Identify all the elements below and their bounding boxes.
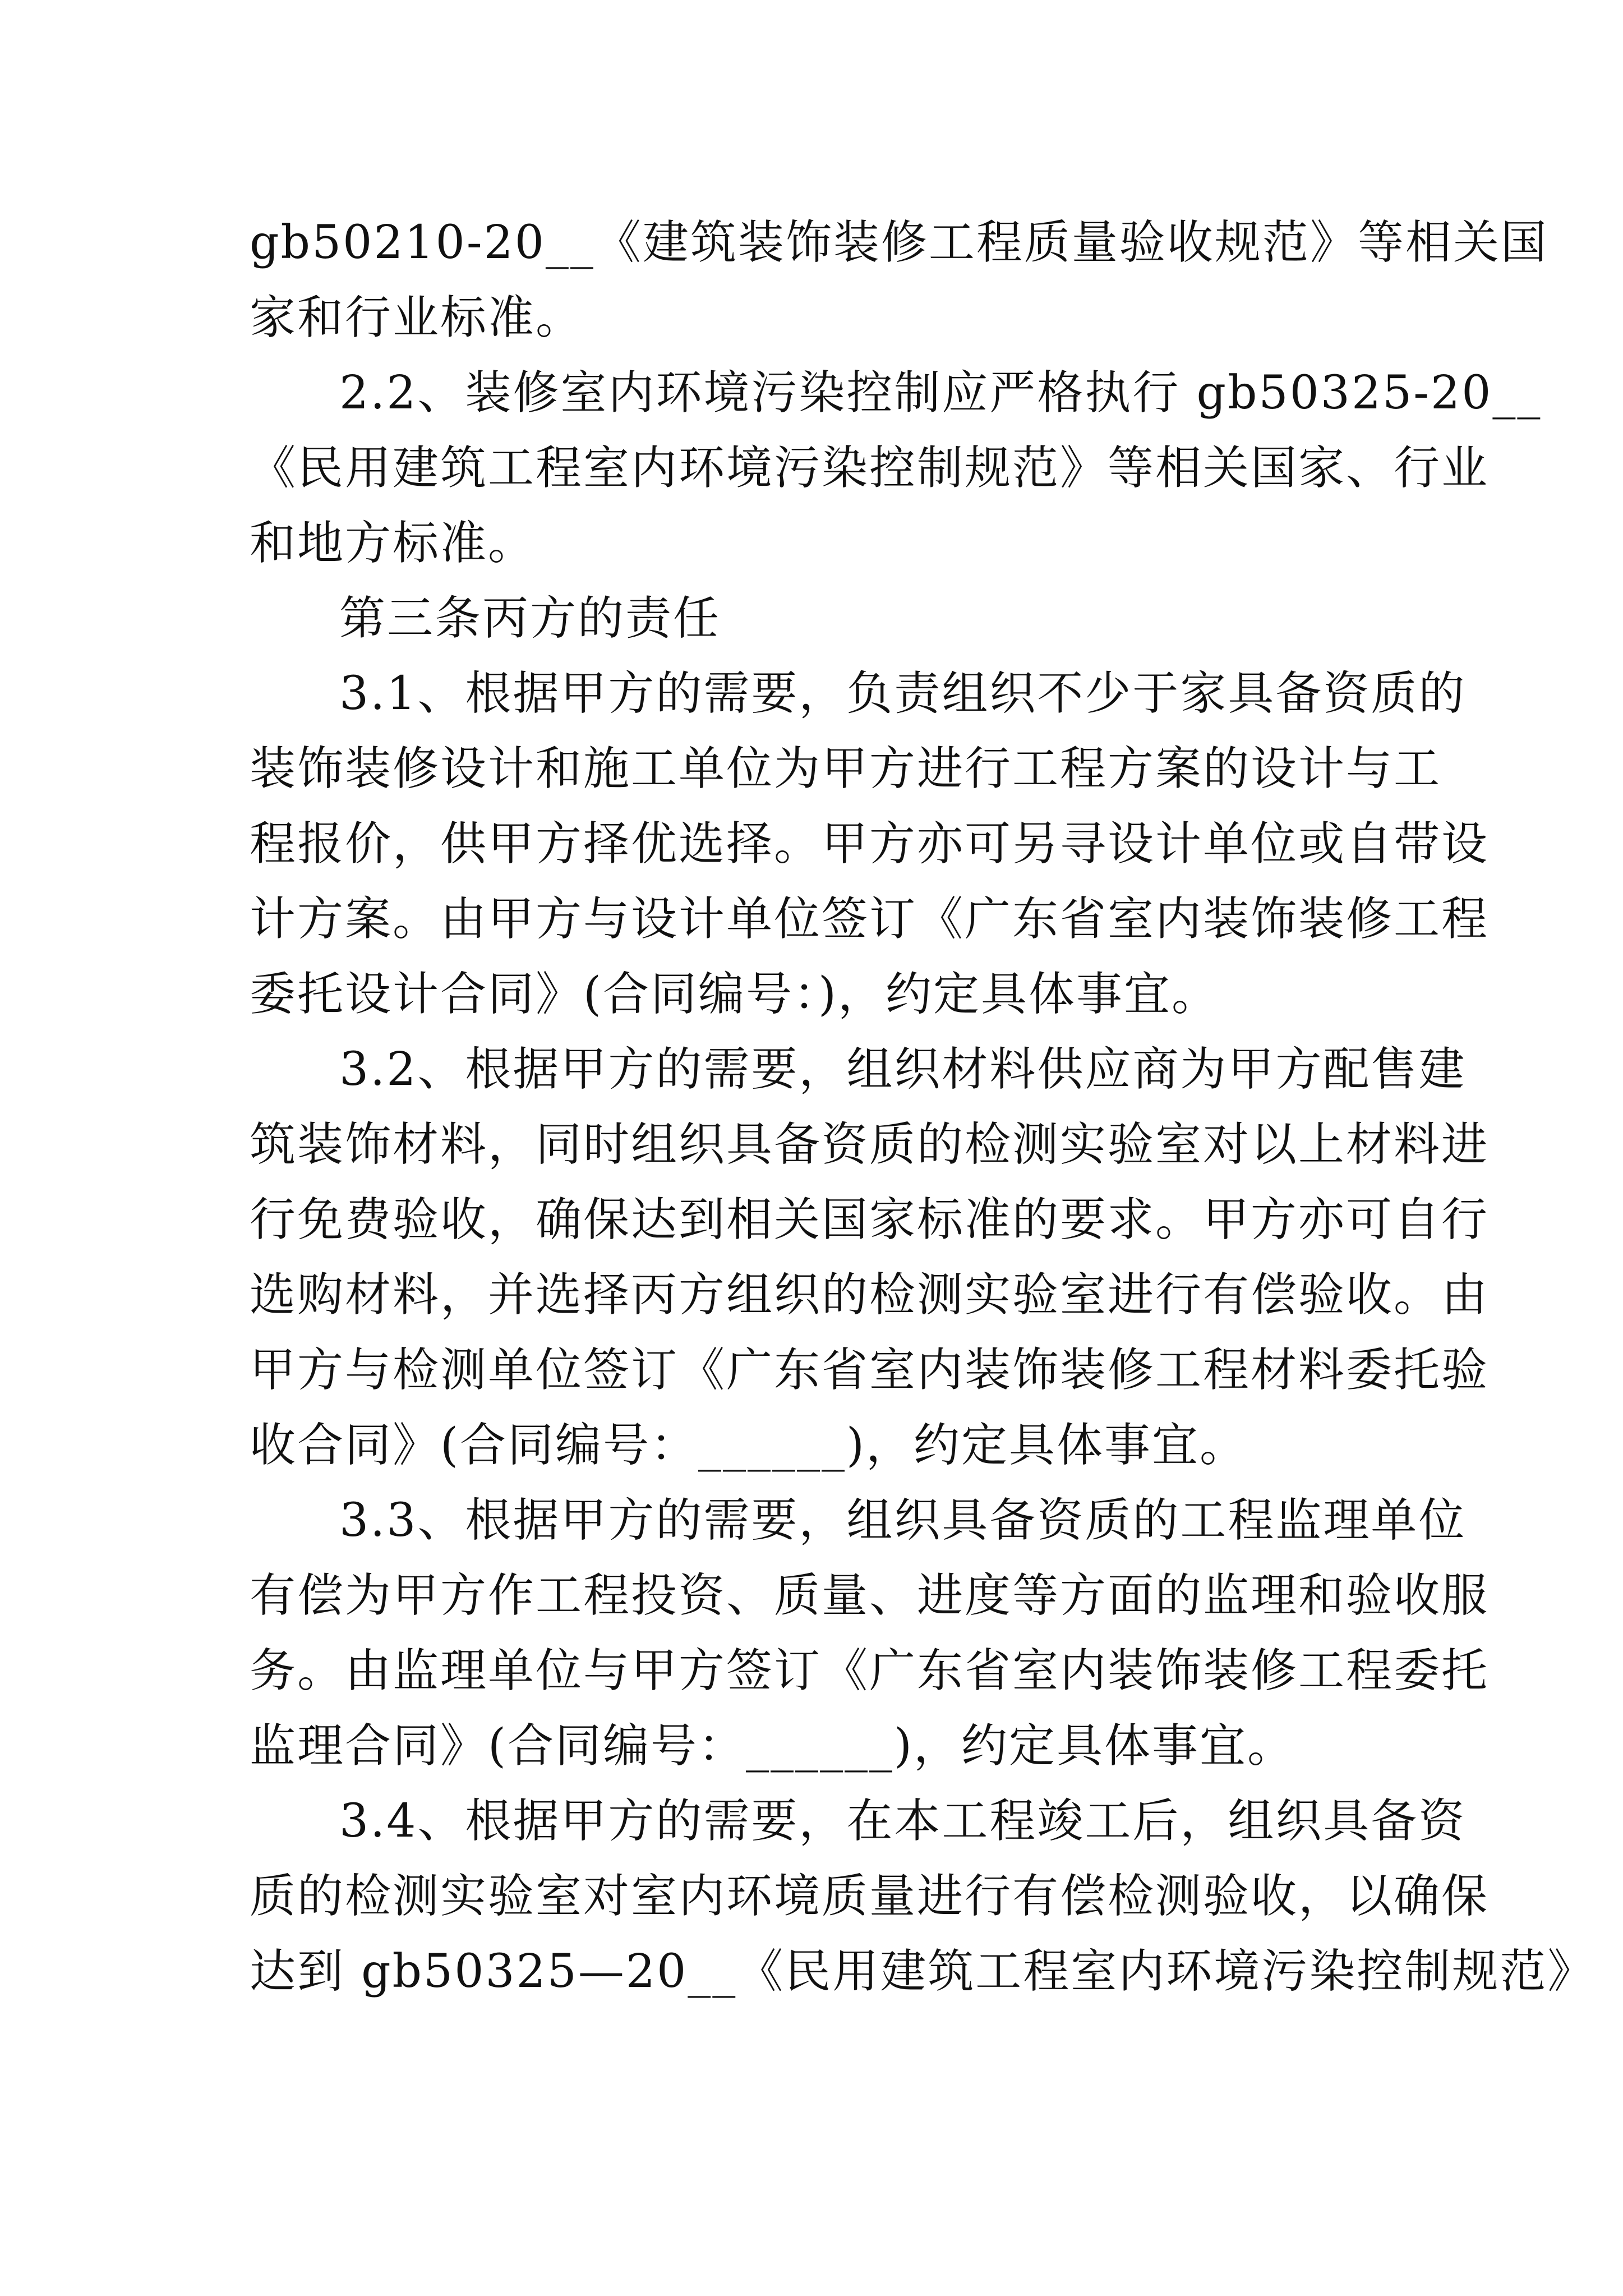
text-line: 3.3、根据甲方的需要，组织具备资质的工程监理单位 [339,1494,1467,1547]
text-line: 2.2、装修室内环境污染控制应严格执行 gb50325-20__ [339,366,1542,420]
text-line: 家和行业标准。 [250,291,584,344]
section-heading: 第三条丙方的责任 [339,592,721,645]
text-line: 程报价，供甲方择优选择。甲方亦可另寻设计单位或自带设 [250,817,1490,871]
text-line: 甲方与检测单位签订《广东省室内装饰装修工程材料委托验 [250,1343,1490,1397]
text-line: gb50210-20__《建筑装饰装修工程质量验收规范》等相关国 [250,216,1548,269]
text-line: 3.4、根据甲方的需要，在本工程竣工后，组织具备资 [339,1795,1467,1848]
text-line: 监理合同》(合同编号：______)，约定具体事宜。 [250,1719,1295,1773]
text-line: 达到 gb50325—20__《民用建筑工程室内环境污染控制规范》 [250,1945,1596,1998]
text-line: 计方案。由甲方与设计单位签订《广东省室内装饰装修工程 [250,892,1490,946]
text-line: 《民用建筑工程室内环境污染控制规范》等相关国家、行业 [250,441,1490,495]
text-line: 和地方标准。 [250,517,536,570]
text-line: 有偿为甲方作工程投资、质量、进度等方面的监理和验收服 [250,1569,1490,1622]
text-line: 3.1、根据甲方的需要，负责组织不少于家具备资质的 [339,667,1467,720]
text-line: 质的检测实验室对室内环境质量进行有偿检测验收，以确保 [250,1870,1490,1923]
text-line: 筑装饰材料，同时组织具备资质的检测实验室对以上材料进 [250,1118,1490,1171]
text-line: 行免费验收，确保达到相关国家标准的要求。甲方亦可自行 [250,1193,1490,1246]
text-line: 3.2、根据甲方的需要，组织材料供应商为甲方配售建 [339,1043,1467,1096]
text-line: 务。由监理单位与甲方签订《广东省室内装饰装修工程委托 [250,1644,1490,1697]
text-line: 选购材料，并选择丙方组织的检测实验室进行有偿验收。由 [250,1268,1490,1322]
text-line: 委托设计合同》(合同编号：)，约定具体事宜。 [250,968,1219,1021]
text-line: 收合同》(合同编号：______)，约定具体事宜。 [250,1419,1247,1472]
text-line: 装饰装修设计和施工单位为甲方进行工程方案的设计与工 [250,742,1442,795]
